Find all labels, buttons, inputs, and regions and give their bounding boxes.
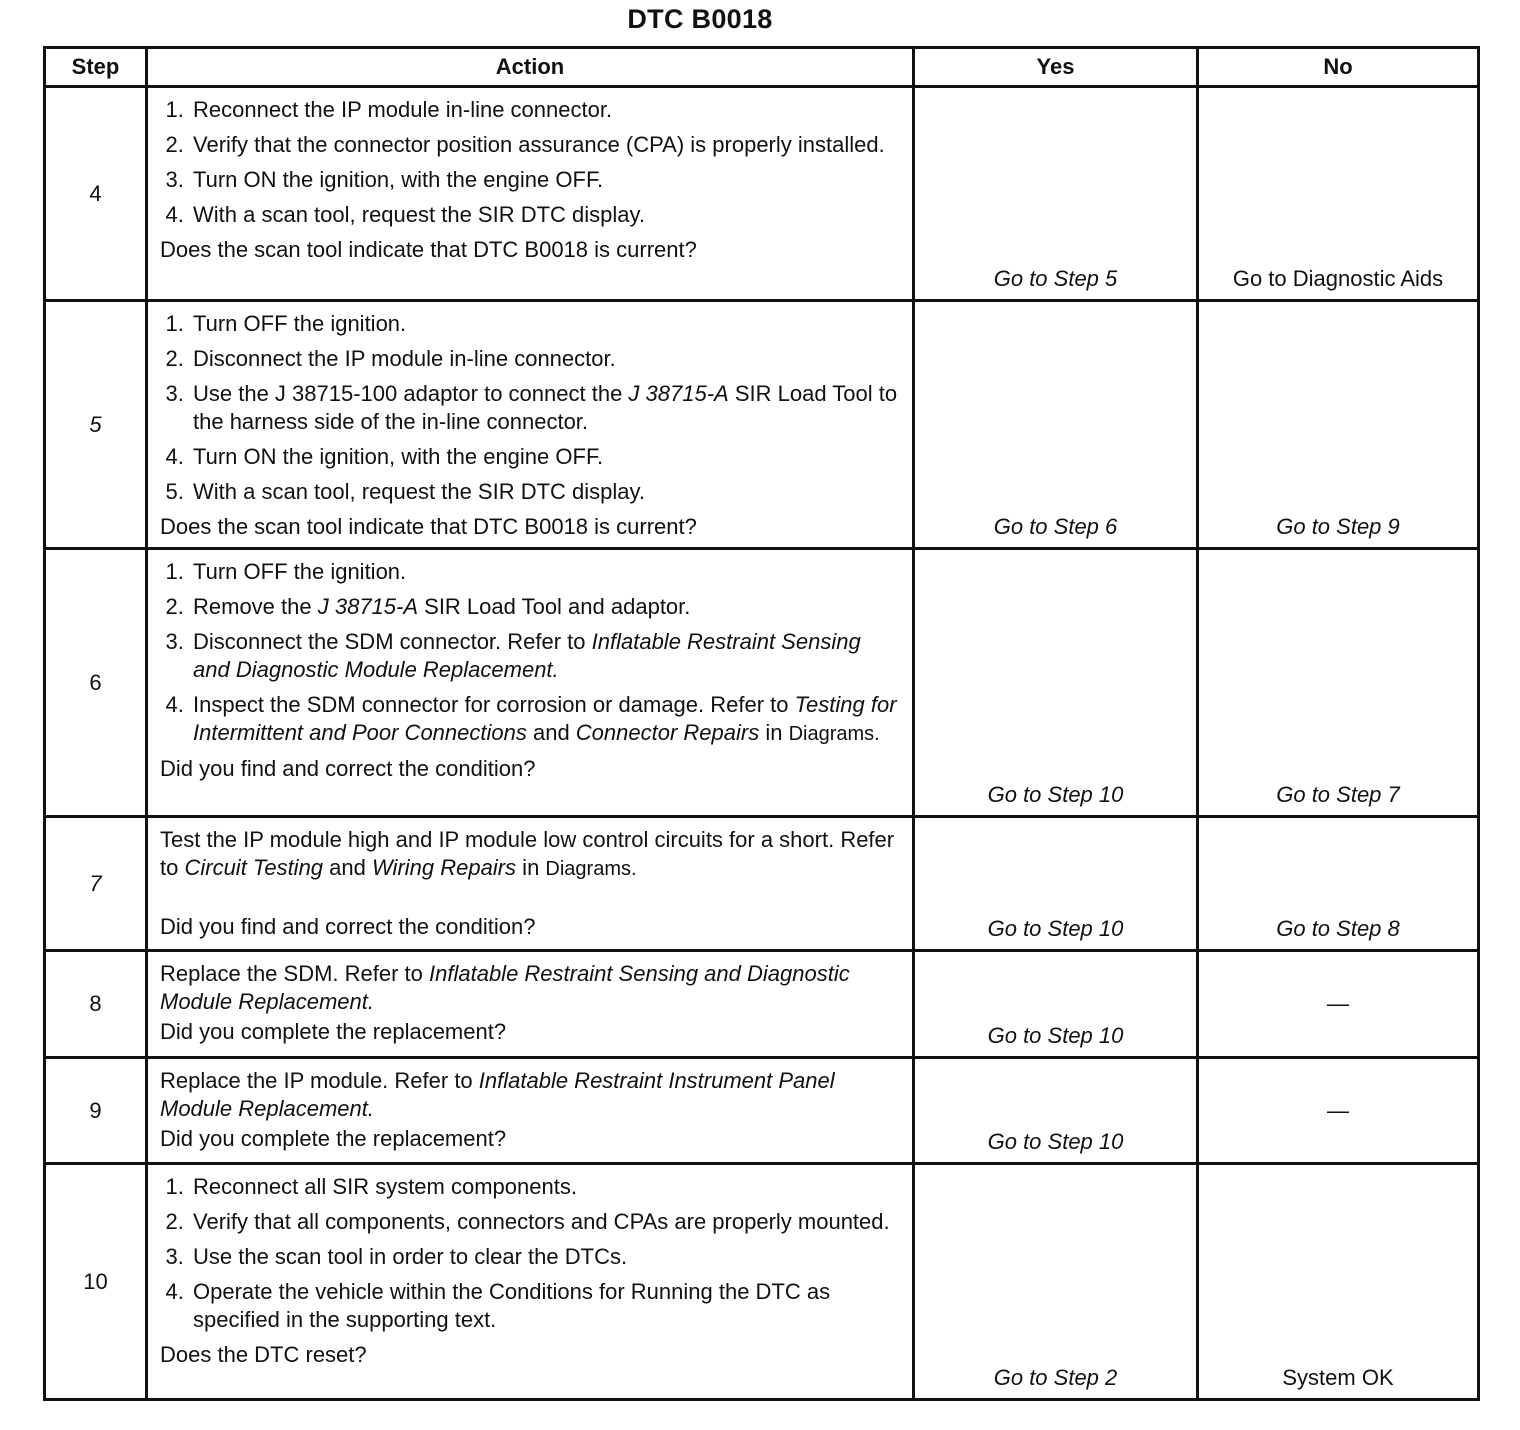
action-text: [160, 960, 902, 1016]
action-cell: [147, 549, 914, 817]
column-header-yes: Yes: [914, 48, 1198, 87]
action-question: Does the DTC reset?: [160, 1342, 367, 1367]
list-item: [190, 691, 902, 748]
text-run: Diagrams.: [788, 723, 880, 745]
table-row: [45, 301, 1479, 549]
list-item: 4. Operate the vehicle within the Conditions for Running the DTC as specified in the supporting text.: [190, 1278, 902, 1334]
action-question: Does the scan tool indicate that DTC B0018 is current?: [160, 237, 697, 262]
action-cell: [147, 1164, 914, 1400]
yes-result: Go to Step 10: [914, 817, 1198, 951]
text-run: in: [759, 720, 789, 745]
action-question: Did you find and correct the condition?: [160, 756, 536, 781]
table-row: [45, 951, 1479, 1058]
list-item: 2. Verify that the connector position assurance (CPA) is properly installed.: [190, 131, 902, 159]
action-cell: [147, 1058, 914, 1164]
yes-result: Go to Step 10: [914, 951, 1198, 1058]
list-item: 2. Disconnect the IP module in-line connector.: [190, 345, 902, 373]
action-list: [160, 310, 902, 506]
document-reference: Connector Repairs: [575, 720, 760, 745]
text-run: SIR Load Tool to the harness side of the in-line connector.: [193, 381, 898, 434]
list-item: 1. Reconnect the IP module in-line connector.: [190, 96, 902, 124]
list-item: [190, 380, 902, 436]
list-item: 5. With a scan tool, request the SIR DTC display.: [190, 478, 902, 506]
page-title: DTC B0018: [627, 4, 773, 34]
list-item: 1. Turn OFF the ignition.: [190, 310, 902, 338]
no-result: —: [1198, 951, 1479, 1058]
text-run: Inspect the SDM connector for corrosion or damage. Refer to: [193, 692, 795, 717]
text-run: Replace the SDM. Refer to: [160, 961, 430, 986]
action-question: Did you complete the replacement?: [160, 1126, 507, 1151]
action-cell: [147, 951, 914, 1058]
yes-result: Go to Step 5: [914, 87, 1198, 301]
document-reference: Inflatable Restraint Sensing and Diagnostic Module Replacement.: [160, 961, 850, 1014]
table-row: [45, 87, 1479, 301]
list-item: 3. Turn ON the ignition, with the engine OFF.: [190, 166, 902, 194]
no-result: Go to Diagnostic Aids: [1198, 87, 1479, 301]
step-number: 6: [45, 549, 147, 817]
step-number: 10: [45, 1164, 147, 1400]
action-list: [160, 1173, 902, 1334]
tool-reference: J 38715-A: [317, 594, 419, 619]
column-header-action: Action: [147, 48, 914, 87]
yes-result: Go to Step 10: [914, 1058, 1198, 1164]
text-run: Use the J 38715-100 adaptor to connect the: [193, 381, 629, 406]
list-item: 2. Verify that all components, connectors and CPAs are properly mounted.: [190, 1208, 902, 1236]
action-question: Did you complete the replacement?: [160, 1019, 507, 1044]
list-item: 4. Turn ON the ignition, with the engine OFF.: [190, 443, 902, 471]
step-number: 4: [45, 87, 147, 301]
document-reference: Inflatable Restraint Instrument Panel Module Replacement.: [160, 1068, 835, 1121]
table-header-row: [45, 48, 1479, 87]
text-run: SIR Load Tool and adaptor.: [418, 594, 691, 619]
table-row: [45, 1164, 1479, 1400]
text-run: Replace the IP module. Refer to: [160, 1068, 479, 1093]
yes-result: Go to Step 2: [914, 1164, 1198, 1400]
tool-reference: J 38715-A: [628, 381, 729, 406]
diagnostic-table: [43, 46, 1480, 1401]
text-run: Diagrams.: [545, 858, 637, 880]
text-run: and: [323, 855, 372, 880]
yes-result: Go to Step 10: [914, 549, 1198, 817]
table-row: [45, 1058, 1479, 1164]
step-number: 7: [45, 817, 147, 951]
step-number: 8: [45, 951, 147, 1058]
action-list: [160, 96, 902, 229]
list-item: 4. With a scan tool, request the SIR DTC display.: [190, 201, 902, 229]
list-item: 3. Use the scan tool in order to clear the DTCs.: [190, 1243, 902, 1271]
no-result: System OK: [1198, 1164, 1479, 1400]
table-row: [45, 817, 1479, 951]
action-question: Does the scan tool indicate that DTC B0018 is current?: [160, 514, 697, 539]
table-row: [45, 549, 1479, 817]
list-item: 1. Turn OFF the ignition.: [190, 558, 902, 586]
no-result: —: [1198, 1058, 1479, 1164]
no-result: Go to Step 9: [1198, 301, 1479, 549]
document-reference: Testing for Intermittent and Poor Connections: [193, 692, 897, 745]
action-cell: [147, 301, 914, 549]
action-cell: [147, 817, 914, 951]
text-run: in: [516, 855, 546, 880]
yes-result: Go to Step 6: [914, 301, 1198, 549]
action-text: [160, 826, 902, 883]
spacer: [160, 883, 902, 911]
step-number: 5: [45, 301, 147, 549]
action-list: [160, 558, 902, 748]
column-header-step: Step: [45, 48, 147, 87]
document-reference: Inflatable Restraint Sensing and Diagnostic Module Replacement.: [193, 629, 861, 682]
no-result: Go to Step 8: [1198, 817, 1479, 951]
action-text: [160, 1067, 902, 1123]
action-question: Did you find and correct the condition?: [160, 914, 536, 939]
action-cell: [147, 87, 914, 301]
list-item: [190, 628, 902, 684]
text-run: Disconnect the SDM connector. Refer to: [193, 629, 592, 654]
document-reference: Wiring Repairs: [371, 855, 517, 880]
document-reference: Circuit Testing: [184, 855, 324, 880]
list-item: [190, 593, 902, 621]
text-run: Remove the: [193, 594, 318, 619]
no-result: Go to Step 7: [1198, 549, 1479, 817]
column-header-no: No: [1198, 48, 1479, 87]
text-run: Test the IP module high and IP module low control circuits for a short. Refer to: [160, 827, 895, 880]
text-run: and: [526, 720, 576, 745]
list-item: 1. Reconnect all SIR system components.: [190, 1173, 902, 1201]
step-number: 9: [45, 1058, 147, 1164]
